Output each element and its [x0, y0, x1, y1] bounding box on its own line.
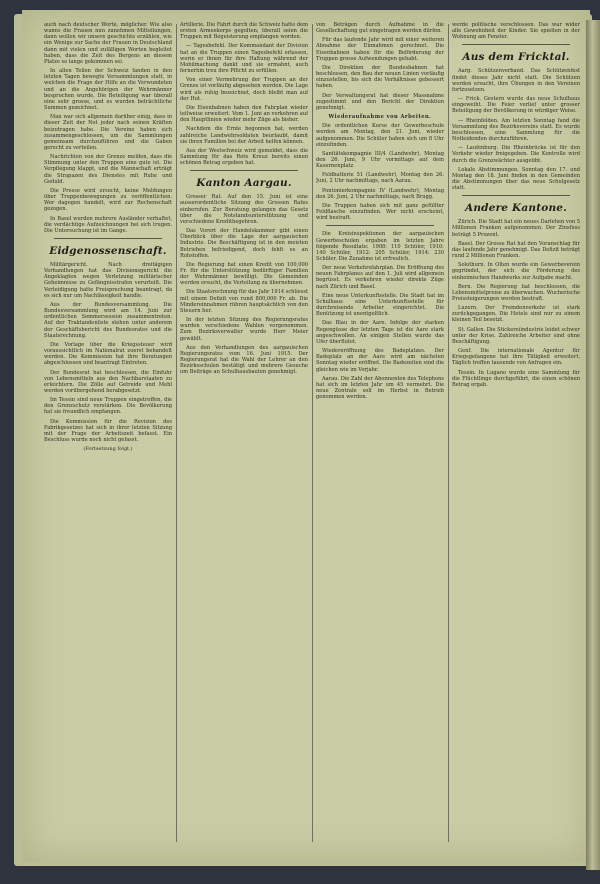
paragraph: Die Eisenbahnen haben den Fahrplan wieder teilweise erweitert. Vom 1. Juni an verkehren auf den Hauptlinien wieder mehr Züge als bisher. [180, 104, 308, 124]
paragraph: Aus den Verhandlungen des aargauischen Regierungsrates vom 16. Juni 1915. Der Regierungsrat hat die Wahl der Lehrer an den Bezirksschulen bestätigt und mehrere Gesuche um Beiträge an Schulhausbauten genehmigt. [180, 344, 308, 376]
section-heading: Kanton Aargau. [196, 177, 292, 190]
subheading: Wiederaufnahme von Arbeiten. [328, 114, 432, 121]
paragraph: werde politische verschlossen. Das war wider alle Gewohnheit der Kinder. Sie spielten in der Wohnung am Fenster. [452, 22, 580, 41]
paragraph: Nachrichten von der Grenze melden, dass die Stimmung unter den Truppen eine gute ist. Die Verpflegung klappt, und die Mannschaft erträgt die Strapazen des Dienstes mit Ruhe und Geduld. [44, 154, 172, 185]
paragraph: Der Bundesrat hat beschlossen, die Einfuhr von Lebensmitteln aus den Nachbarstaaten zu erleichtern. Die Zölle auf Getreide und Mehl werden vorübergehend herabgesetzt. [44, 369, 172, 394]
paragraph: Die Presse wird ersucht, keine Meldungen über Truppenbewegungen zu veröffentlichen. Wer dagegen handelt, wird zur Rechenschaft gezogen. [44, 187, 172, 213]
divider [462, 195, 570, 196]
paragraph: Die Kommission für die Revision des Fabrikgesetzes hat sich in ihrer letzten Sitzung mit der Frage der Arbeitszeit befasst. Ein Beschluss wurde noch nicht gefasst. [44, 418, 172, 444]
paragraph: — Rheinfelden. Am letzten Sonntag fand die Versammlung des Bezirksvereins statt. Es wurde beschlossen, eine Sammlung für die Notleidenden durchzuführen. [452, 117, 580, 143]
paragraph: Für das laufende Jahr wird mit einer weiteren Abnahme der Einnahmen gerechnet. Die Eisenbahnen haben für die Beförderung der Truppen grosse Aufwendungen gehabt. [316, 37, 444, 62]
paragraph: Im Tessin sind neue Truppen eingetroffen, die den Grenzschutz verstärken. Die Bevölkerung hat sie freundlich empfangen. [44, 397, 172, 416]
paragraph: Pontonierkompagnie IV (Landwehr), Montag den 26. Juni, 2 Uhr nachmittags, nach Brugg. [316, 187, 444, 200]
divider [190, 170, 298, 171]
paragraph: Aarg. Schützenverband. Das Schützenfest findet dieses Jahr nicht statt. Die Schützen werden ersucht, ihre Übungen in den Vereinen fortzusetzen. [452, 68, 580, 93]
paragraph: Von einer Vermehrung der Truppen an der Grenze ist vorläufig abgesehen worden. Die Lage wird als ruhig bezeichnet, doch bleibt man auf der Hut. [180, 77, 308, 102]
paragraph: St. Gallen. Die Stickereiindustrie leidet schwer unter der Krise. Zahlreiche Arbeiter sind ohne Beschäftigung. [452, 326, 580, 345]
column-4 [452, 22, 580, 850]
paragraph: Die Direktion der Bundesbahnen hat beschlossen, den Bau der neuen Linien vorläufig einzustellen, bis sich die Verhältnisse gebessert haben. [316, 64, 444, 90]
paragraph: Die Truppen haben sich mit ganz gefüllter Feldflasche einzufinden. Wer nicht erscheint, wird bestraft. [316, 202, 444, 222]
section-heading: Eidgenossenschaft. [49, 245, 167, 257]
paragraph: Tessin. In Lugano wurde eine Sammlung für die Flüchtlinge durchgeführt, die einen schönen Betrag ergab. [452, 369, 580, 388]
paragraph: Das Blau in der Aare. Infolge der starken Regengüsse der letzten Tage ist die Aare stark angeschwollen. An einigen Stellen wurde das Ufer überflutet. [316, 320, 444, 345]
book-binding-edge [586, 20, 600, 870]
paragraph: Basel. Der Grosse Rat hat den Voranschlag für das laufende Jahr genehmigt. Das Defizit beträgt rund 2 Millionen Franken. [452, 240, 580, 260]
paragraph: Luzern. Der Fremdenverkehr ist stark zurückgegangen. Die Hotels sind nur zu einem kleinen Teil besetzt. [452, 305, 580, 324]
paragraph: auch nach deutscher Worte, möglicher. Wie also wanns die Frauen nun zunehmen Mitteilungen, dann wollen wir unsere geschichte erzählen, wie ein Wenige zur Sache der Frauen in Deutschland dann mit vielen und zufälligen Worten begleitet haben, dass die Zeit des Bergens an diesem Platze so lange gekommen sei. [44, 22, 172, 65]
column-rule [176, 24, 177, 842]
paragraph: Genf. Die internationale Agentur für Kriegsgefangene hat ihre Tätigkeit erweitert. Täglich treffen tausende von Anfragen ein. [452, 348, 580, 367]
paragraph: Sanitätskompagnie III/4 (Landwehr), Montag den 26. Juni, 9 Uhr vormittags auf dem Kasernenplatz. [316, 150, 444, 170]
column-3 [316, 22, 444, 850]
section-heading: Aus dem Fricktal. [462, 51, 570, 64]
paragraph: Zürich. Die Stadt hat ein neues Darlehen von 5 Millionen Franken aufgenommen. Der Zinsfuss beträgt 5 Prozent. [452, 219, 580, 238]
paragraph: Der Verwaltungsrat hat dieser Massnahme zugestimmt und den Bericht der Direktion genehmigt. [316, 92, 444, 111]
paragraph: Grosser Rat. Auf den 15. Juni ist eine ausserordentliche Sitzung des Grossen Rates einberufen. Zur Beratung gelangen das Gesetz über die Notstandsunterstützung und verschiedene Kreditbegehren. [180, 194, 308, 225]
paragraph: Artillerie. Die Fahrt durch die Schweiz hatte dem ersten Armeekorps gegolten; überall seien die Truppen mit Begeisterung empfangen worden. [180, 22, 308, 41]
paragraph: Aus der Bundesversammlung. Die Bundesversammlung wird am 14. Juni zur ordentlichen Sommersession zusammentreten. Auf der Traktandenliste stehen unter anderem der Geschäftsbericht des Bundesrates und die Staatsrechnung. [44, 301, 172, 339]
paragraph: Die ordentlichen Kurse der Gewerbeschule werden am Montag, den 21. Juni, wieder aufgenommen. Die Schüler haben sich um 8 Uhr einzufinden. [316, 123, 444, 148]
paragraph: Bern. Die Regierung hat beschlossen, die Lebensmittelpreise zu überwachen. Wucherische Preissteigerungen werden bestraft. [452, 283, 580, 302]
paragraph: Man war sich allgemein darüber einig, dass in dieser Zeit der Not jeder nach seinen Kräften beizutragen habe. Die Vereine haben sich zusammengeschlossen, um die Sammlungen gemeinsam durchzuführen und die Gaben gerecht zu verteilen. [44, 114, 172, 151]
divider [326, 225, 434, 226]
column-rule [312, 24, 313, 842]
paragraph: — Tagesbefehl. Der Kommandant der Division hat an die Truppen einen Tagesbefehl erlassen, worin er ihnen für ihre Haltung während der Mobilmachung dankt und sie ermahnt, auch fernerhin treu ihre Pflicht zu erfüllen. [180, 43, 308, 75]
paragraph: Solothurn. In Olten wurde ein Gewerbeverein gegründet, der sich die Förderung des einheimischen Handwerks zur Aufgabe macht. [452, 262, 580, 281]
paragraph: Der neue Verkehrsfahrplan. Die Eröffnung des neuen Fahrplanes auf den 1. Juli wird allgemein begrüsst. Es verkehren wieder direkte Züge nach Zürich und Basel. [316, 265, 444, 290]
paragraph: Aus der Westschweiz wird gemeldet, dass die Sammlung für das Rote Kreuz bereits einen schönen Betrag ergeben hat. [180, 147, 308, 167]
column-2 [180, 22, 308, 850]
paragraph: Nachdem die Ernte begonnen hat, werden zahlreiche Landwehrsoldaten beurlaubt, damit sie ihren Familien bei der Arbeit helfen können. [180, 126, 308, 145]
divider [54, 238, 162, 239]
paragraph: In Basel wurden mehrere Ausländer verhaftet, die verdächtige Aufzeichnungen bei sich trugen. Die Untersuchung ist im Gange. [44, 215, 172, 234]
paragraph: Die Vorlage über die Kriegssteuer wird voraussichtlich im Nationalrat zuerst behandelt werden. Die Kommission hat ihre Beratungen abgeschlossen und beantragt Eintreten. [44, 341, 172, 367]
section-heading: Andere Kantone. [464, 202, 568, 215]
continued-note: (Fortsetzung folgt.) [83, 446, 133, 453]
paragraph: Eine neue Unterkunftsstelle. Die Stadt hat im Schulhaus eine Unterkunftsstelle für durchreisende Arbeiter eingerichtet. Die Benützung ist unentgeltlich. [316, 292, 444, 318]
paragraph: Das Vorort der Handelskammer gibt einen Überblick über die Lage der aargauischen Industrie. Die Beschäftigung ist in den meisten Betrieben befriedigend, doch fehlt es an Rohstoffen. [180, 228, 308, 259]
newspaper-page [22, 10, 590, 862]
paragraph: Die Staatsrechnung für das Jahr 1914 schliesst mit einem Defizit von rund 800,000 Fr. ab. Die Mindereinnahmen rühren hauptsächlich von den Steuern her. [180, 289, 308, 314]
column-1 [44, 22, 172, 850]
column-rule [448, 24, 449, 842]
paragraph: Lokale Abstimmungen. Sonntag den 17. und Montag den 18. Juni finden in den Gemeinden die Abstimmungen über das neue Schulgesetz statt. [452, 166, 580, 192]
paragraph: Militärgericht. Nach dreitägigen Verhandlungen hat das Divisionsgericht die Angeklagten wegen Verletzung militärischer Geheimnisse zu Gefängnisstrafen verurteilt. Die Verteidigung hatte Freisprechung beantragt, da es sich nur um Nachlässigkeit handle. [44, 262, 172, 299]
paragraph: Wiedereröffnung des Badeplatzes. Der Badeplatz an der Aare wird am nächsten Sonntag wieder eröffnet. Die Badezeiten sind die gleichen wie im Vorjahr. [316, 348, 444, 373]
paragraph: In allen Teilen der Schweiz fanden in den letzten Tagen bewegte Versammlungen statt, in welchen die Frage der Hilfe an die Verwundeten und an die Angehörigen der Wehrmänner besprochen wurde. Die Beteiligung war überall eine sehr grosse, und es wurden beträchtliche Summen gezeichnet. [44, 68, 172, 112]
paragraph: Die Regierung hat einen Kredit von 100,000 Fr. für die Unterstützung bedürftiger Familien der Wehrmänner bewilligt. Die Gemeinden werden ersucht, die Verteilung zu übernehmen. [180, 261, 308, 287]
paragraph: Aarau. Die Zahl der Abonnenten des Telephons hat sich im letzten Jahr um 45 vermehrt. Die neue Zentrale soll im Herbst in Betrieb genommen werden. [316, 375, 444, 401]
paragraph: — Laufenburg. Die Rheinbrücke ist für den Verkehr wieder freigegeben. Die Kontrolle wird durch die Grenzwächter ausgeübt. [452, 145, 580, 164]
paragraph: In der letzten Sitzung des Regierungsrates wurden verschiedene Wahlen vorgenommen. Zum Bezirksverwalter wurde Herr Meier gewählt. [180, 317, 308, 342]
paragraph: Die Kreisinspektionen der aargauischen Gewerbeschulen ergaben im letzten Jahre folgende Resultate: 1908: 110 Schüler, 1910: 140 Schüler, 1912: 205 Schüler, 1914: 230 Schüler. Die Zunahme ist erfreulich. [316, 231, 444, 262]
divider [462, 44, 570, 45]
paragraph: — Frick. Gestern wurde das neue Schulhaus eingeweiht. Die Feier verlief unter grosser Beteiligung der Bevölkerung in würdiger Weise. [452, 96, 580, 115]
paragraph: Feldbatterie 51 (Landwehr), Montag den 26. Juni, 2 Uhr nachmittags, nach Aarau. [316, 172, 444, 185]
paragraph: von Beträgen durch Aufnahme in die Gesellschaftung gut eingetragen werden dürfen. [316, 22, 444, 35]
